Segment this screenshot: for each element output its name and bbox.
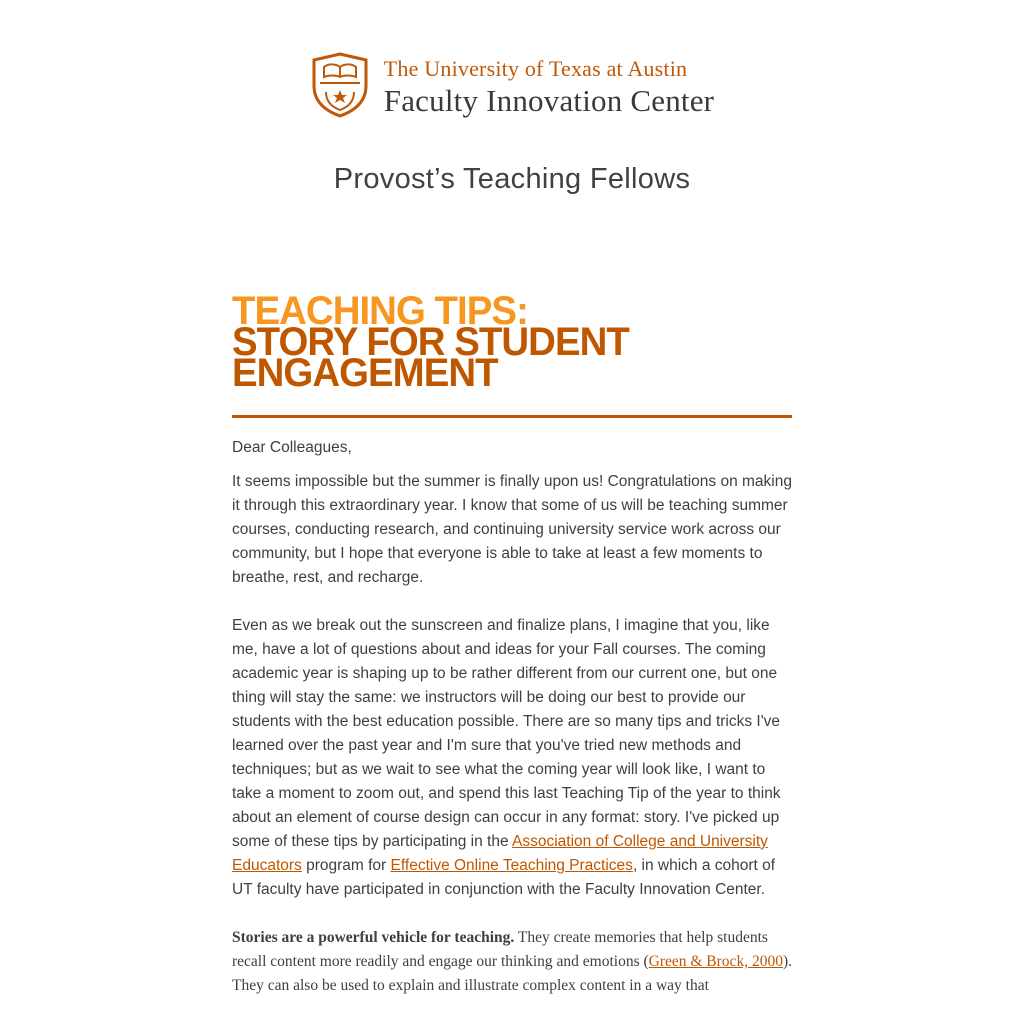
paragraph-2-text-mid: program for (301, 857, 391, 874)
paragraph-2-text-after: , in which a cohort of UT faculty have participated in conjunction with the Faculty Innovation Center. (232, 857, 776, 898)
link-green-brock-2000[interactable]: Green & Brock, 2000 (648, 953, 783, 970)
article-title-line3: ENGAGEMENT (232, 351, 498, 395)
paragraph-2-text-before: Even as we break out the sunscreen and finalize plans, I imagine that you, like me, have a lot of questions about and ideas for your Fall courses. The coming academic year is shaping up to be rather different from our current one, but one thing will stay the same: we instructors will be doing our best to provide our students with the best education possible. There are so many tips and tricks I've learned over the past year and I'm sure that you've tried new methods and techniques; but as we wait to see what the coming year will look like, I want to take a moment to zoom out, and spend this last Teaching Tip of the year to think about an element of course design can occur in any format: story. I've picked up some of these tips by participating in the (232, 617, 781, 850)
paragraph-3-text-a: They create memories that help students recall content more readily and engage our thinking and emotions ( (232, 929, 768, 970)
university-name: The University of Texas at Austin (383, 55, 688, 81)
greeting: Dear Colleagues, (232, 439, 352, 456)
link-effective-online-teaching-practices[interactable]: Effective Online Teaching Practices (390, 857, 633, 874)
paragraph-3 (232, 926, 792, 998)
paragraph-3-bold-lead: Stories are a powerful vehicle for teaching. (232, 929, 515, 946)
email-body (232, 436, 792, 998)
article-title-line1: TEACHING TIPS: (232, 289, 528, 333)
paragraph-1: It seems impossible but the summer is finally upon us! Congratulations on making it through this extraordinary year. I know that some of us will be teaching summer courses, conducting research, and continuing university service work across our community, but I hope that everyone is able to take at least a few moments to breathe, rest, and recharge. (232, 473, 792, 586)
article-title (232, 289, 770, 395)
paragraph-3-text-b: ). They can also be used to explain and illustrate complex content in a way that (232, 953, 792, 994)
program-title: Provost’s Teaching Fellows (333, 163, 691, 195)
article-title-line2: STORY FOR STUDENT (232, 320, 629, 364)
paragraph-2 (232, 614, 792, 902)
faculty-innovation-center-name: Faculty Innovation Center (383, 83, 715, 119)
link-acue[interactable]: Association of College and University Educators (232, 833, 768, 874)
ut-shield-logo-icon (310, 52, 370, 123)
header-logo (232, 52, 792, 123)
orange-divider (232, 415, 792, 418)
